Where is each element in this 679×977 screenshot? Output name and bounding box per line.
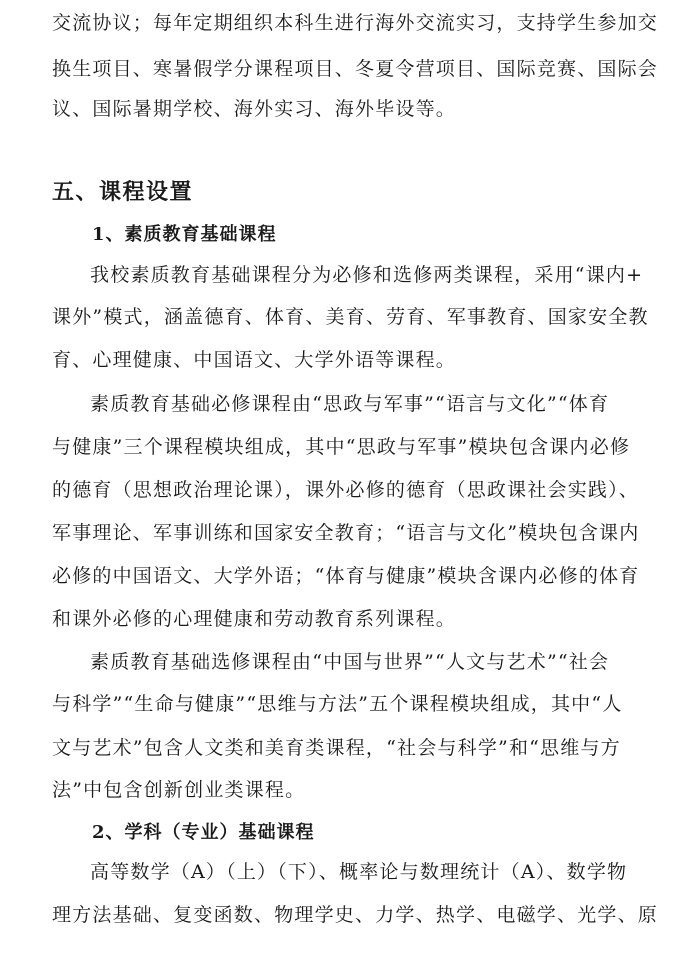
para3-line-4: 法”中包含创新创业类课程。 [52,779,306,801]
subsection-title-2: 2、学科（专业）基础课程 [92,822,315,843]
para1-line-3: 育、心理健康、中国语文、大学外语等课程。 [52,349,457,371]
para2-line-4: 军事理论、军事训练和国家安全教育；“语言与文化”模块包含课内 [52,522,640,544]
para2-line-1: 素质教育基础必修课程由“思政与军事”“语言与文化”“体育 [90,393,610,415]
para2-line-5: 必修的中国语文、大学外语；“体育与健康”模块含课内必修的体育 [52,565,640,587]
intro-line-1: 交流协议；每年定期组织本科生进行海外交流实习，支持学生参加交 [52,12,659,34]
para4-line-2: 理方法基础、复变函数、物理学史、力学、热学、电磁学、光学、原 [52,904,659,926]
para3-line-3: 文与艺术”包含人文类和美育类课程，“社会与科学”和“思维与方 [52,737,621,759]
section-title: 五、课程设置 [52,180,194,205]
para2-line-6: 和课外必修的心理健康和劳动教育系列课程。 [52,608,457,630]
para1-line-2: 课外”模式，涵盖德育、体育、美育、劳育、军事教育、国家安全教 [52,306,649,328]
intro-line-3: 议、国际暑期学校、海外实习、海外毕设等。 [52,98,457,120]
intro-line-2: 换生项目、寒暑假学分课程项目、冬夏令营项目、国际竞赛、国际会 [52,58,659,80]
para4-line-1: 高等数学（A）（上）（下）、概率论与数理统计（A）、数学物 [90,861,628,883]
para3-line-1: 素质教育基础选修课程由“中国与世界”“人文与艺术”“社会 [90,651,610,673]
para3-line-2: 与科学”“生命与健康”“思维与方法”五个课程模块组成，其中“人 [52,693,623,715]
para2-line-2: 与健康”三个课程模块组成，其中“思政与军事”模块包含课内必修 [52,436,631,458]
para1-line-1: 我校素质教育基础课程分为必修和选修两类课程，采用“课内+ [90,264,644,286]
para2-line-3: 的德育（思想政治理论课），课外必修的德育（思政课社会实践）、 [52,479,640,501]
subsection-title-1: 1、素质教育基础课程 [92,224,277,245]
